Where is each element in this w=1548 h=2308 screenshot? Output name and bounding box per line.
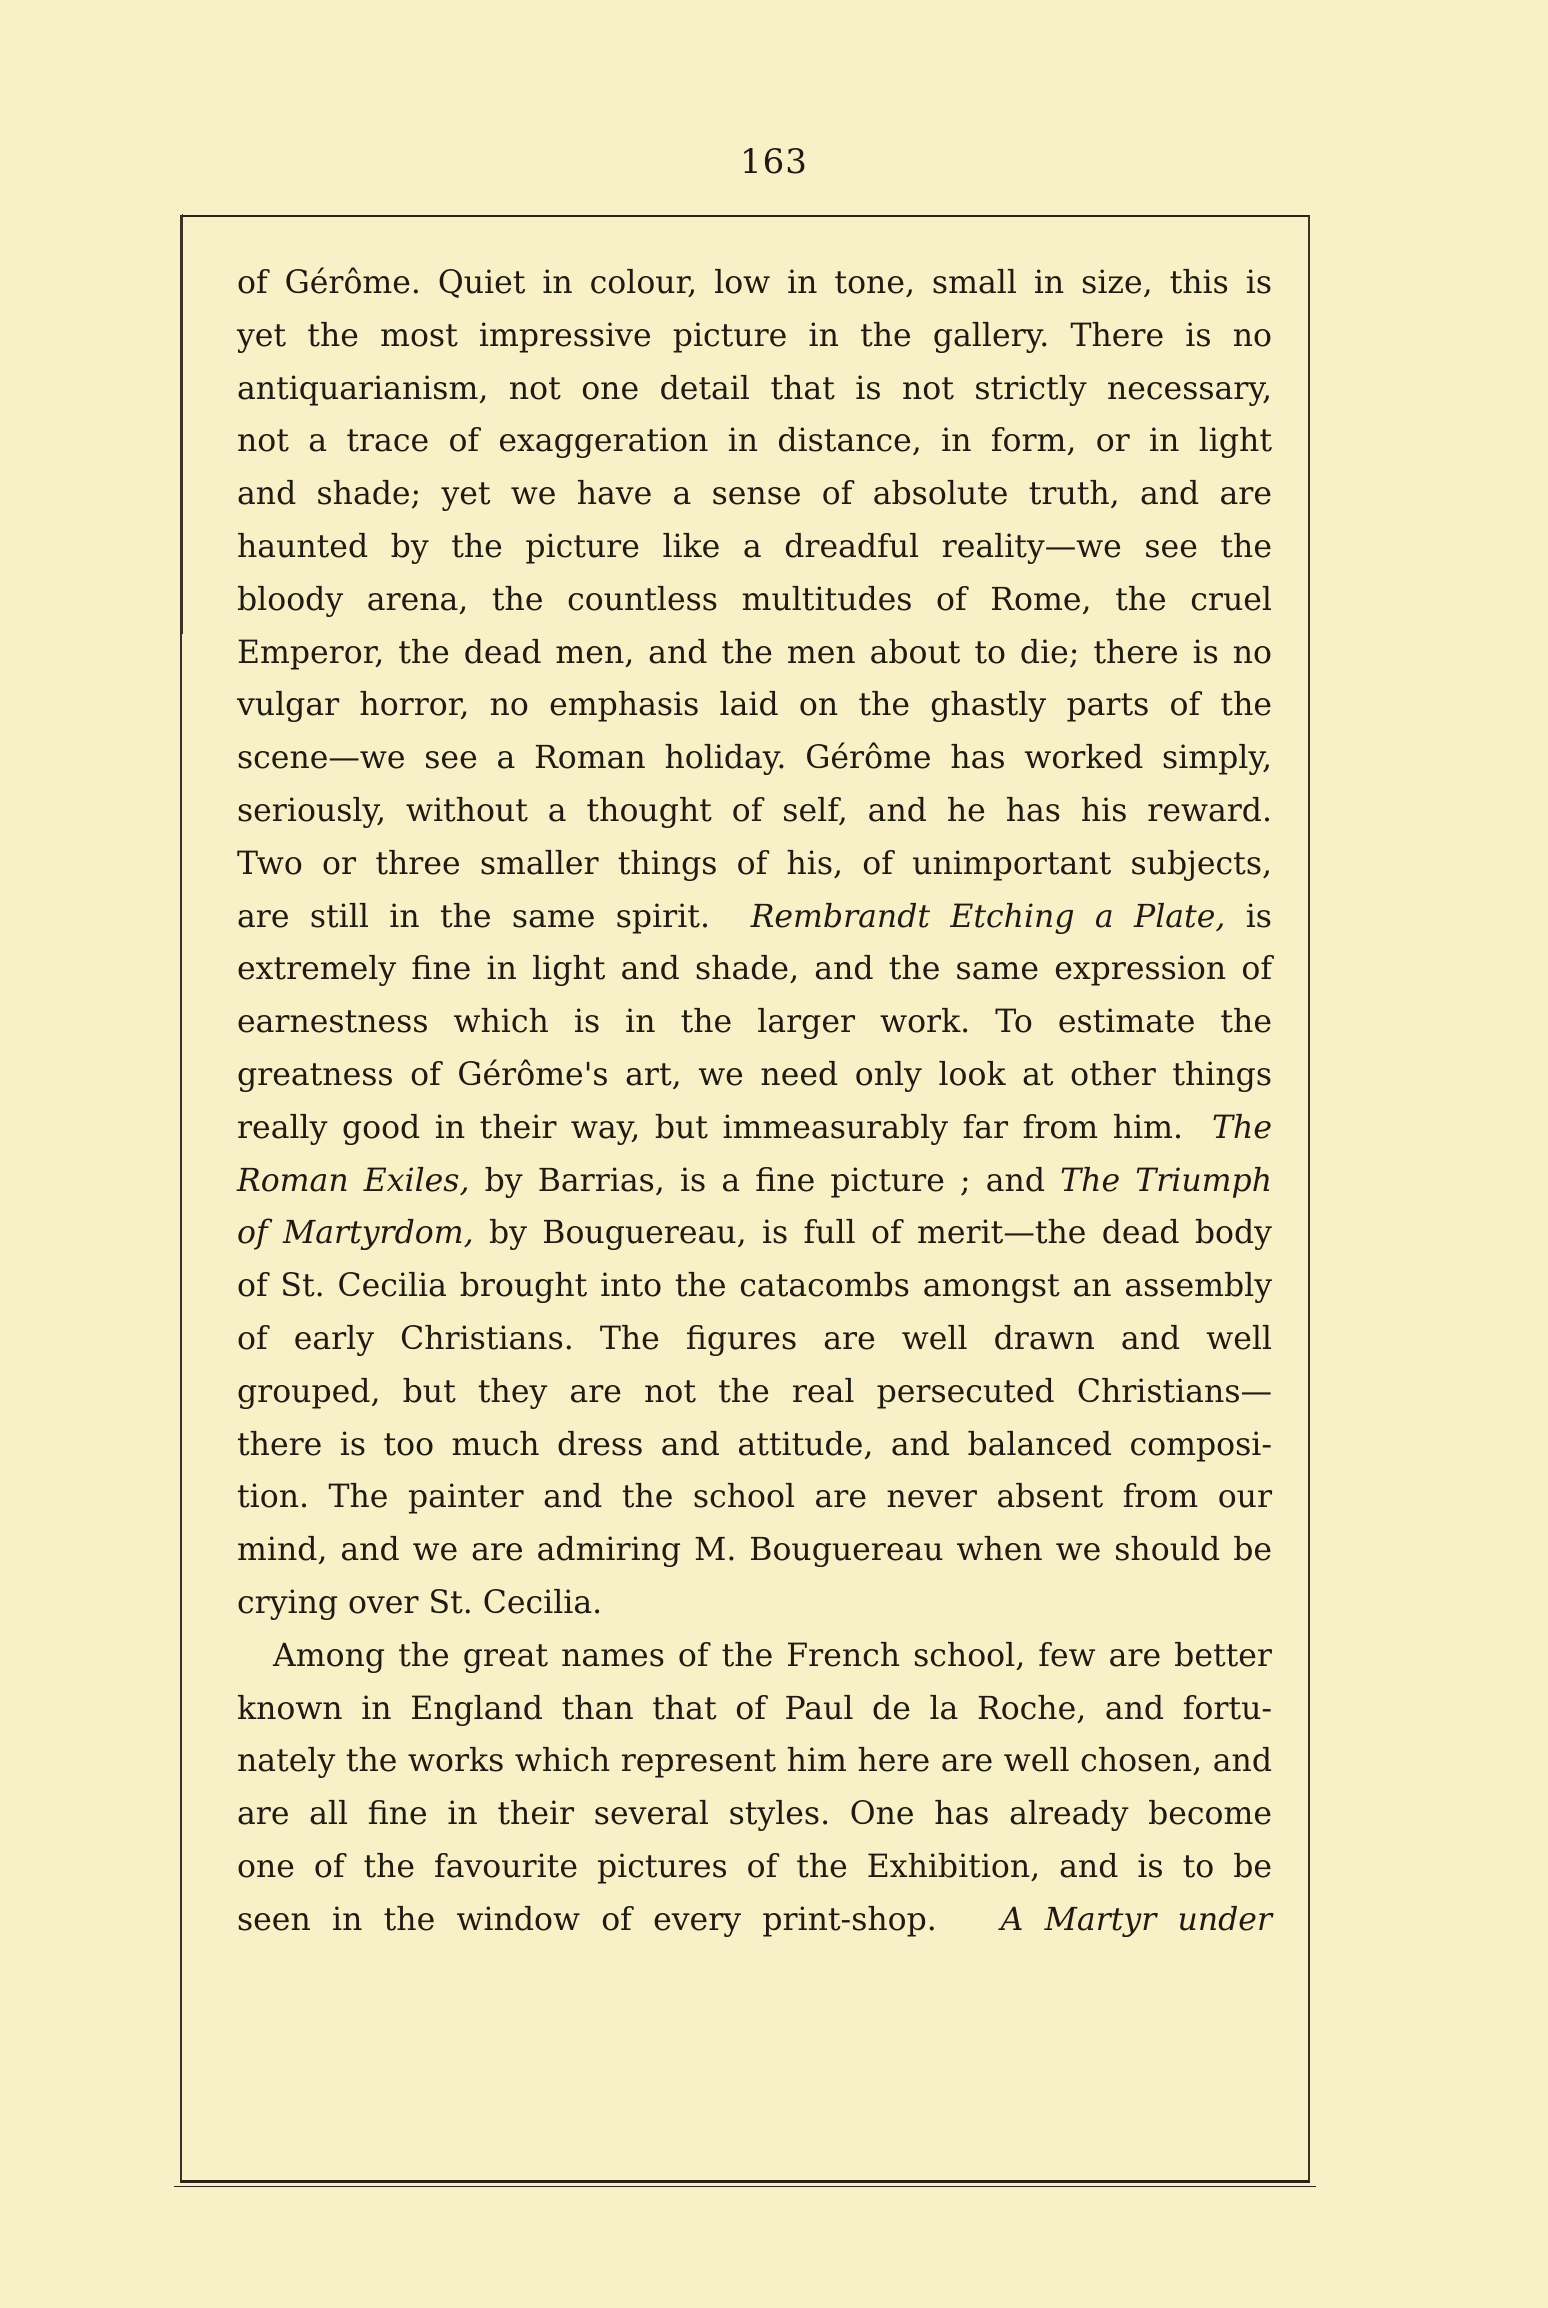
page-number: 163 xyxy=(740,142,808,182)
text-line: one of the favourite pictures of the Exhibition, and is to be xyxy=(237,1848,1272,1885)
text-line: nately the works which represent him here are well chosen, and xyxy=(237,1743,1272,1780)
text-line: of early Christians. The figures are well drawn and well xyxy=(237,1320,1272,1357)
text-line: yet the most impressive picture in the gallery. There is no xyxy=(237,317,1272,354)
artwork-title: A Martyr under xyxy=(1000,1901,1273,1938)
text-line: known in England than that of Paul de la Roche, and fortu- xyxy=(237,1690,1272,1727)
text-line: haunted by the picture like a dreadful reality—we see the xyxy=(237,528,1272,565)
text-line: crying over St. Cecilia. xyxy=(237,1584,603,1621)
artwork-title: The xyxy=(1212,1109,1272,1146)
text-run: by Bouguereau, is full of merit—the dead body xyxy=(473,1215,1272,1252)
text-line xyxy=(237,1207,1272,1260)
text-line xyxy=(237,1155,1272,1208)
text-frame xyxy=(180,215,1310,2183)
artwork-title: Rembrandt Etching a Plate, xyxy=(750,898,1226,935)
text-line: there is too much dress and attitude, and balanced composi- xyxy=(237,1426,1272,1463)
text-run: really good in their way, but immeasurably far from him. xyxy=(237,1109,1183,1146)
text-line xyxy=(237,1894,1272,1947)
text-line: of St. Cecilia brought into the catacombs amongst an assembly xyxy=(237,1268,1272,1305)
text-line: greatness of Gérôme's art, we need only look at other things xyxy=(237,1056,1272,1093)
text-line: are all fine in their several styles. One has already become xyxy=(237,1796,1272,1833)
text-line: and shade; yet we have a sense of absolute truth, and are xyxy=(237,476,1272,513)
text-line: bloody arena, the countless multitudes of Rome, the cruel xyxy=(237,581,1272,618)
text-line: of Gérôme. Quiet in colour, low in tone, small in size, this is xyxy=(237,265,1272,301)
text-line: Emperor, the dead men, and the men about to die; there is no xyxy=(237,634,1272,671)
text-run: are still in the same spirit. xyxy=(237,898,710,935)
text-line: tion. The painter and the school are never absent from our xyxy=(237,1479,1272,1516)
text-line: Two or three smaller things of his, of unimportant subjects, xyxy=(237,845,1272,882)
text-line: vulgar horror, no emphasis laid on the ghastly parts of the xyxy=(237,687,1272,724)
artwork-title: of Martyrdom, xyxy=(237,1215,474,1252)
text-line: not a trace of exaggeration in distance, in form, or in light xyxy=(237,423,1272,460)
text-line: extremely fine in light and shade, and the same expression of xyxy=(237,951,1272,988)
text-line: grouped, but they are not the real persecuted Christians— xyxy=(237,1373,1272,1410)
text-line: earnestness which is in the larger work. To estimate the xyxy=(237,1004,1272,1041)
text-line: seriously, without a thought of self, and he has his reward. xyxy=(237,792,1272,829)
text-line xyxy=(237,891,1272,944)
text-line: Among the great names of the French school, few are better xyxy=(273,1637,1272,1674)
body-text xyxy=(237,257,1272,1947)
text-line xyxy=(237,1102,1272,1155)
artwork-title: The Triumph xyxy=(1060,1162,1272,1199)
text-line: scene—we see a Roman holiday. Gérôme has worked simply, xyxy=(237,740,1272,777)
text-line: antiquarianism, not one detail that is not strictly necessary, xyxy=(237,370,1272,407)
text-line: mind, and we are admiring M. Bouguereau when we should be xyxy=(237,1532,1272,1569)
artwork-title: Roman Exiles, xyxy=(237,1162,470,1199)
text-run: seen in the window of every print-shop. xyxy=(237,1901,937,1938)
text-run: is xyxy=(1225,898,1272,935)
text-run: by Barrias, is a fine picture ; and xyxy=(469,1162,1061,1199)
